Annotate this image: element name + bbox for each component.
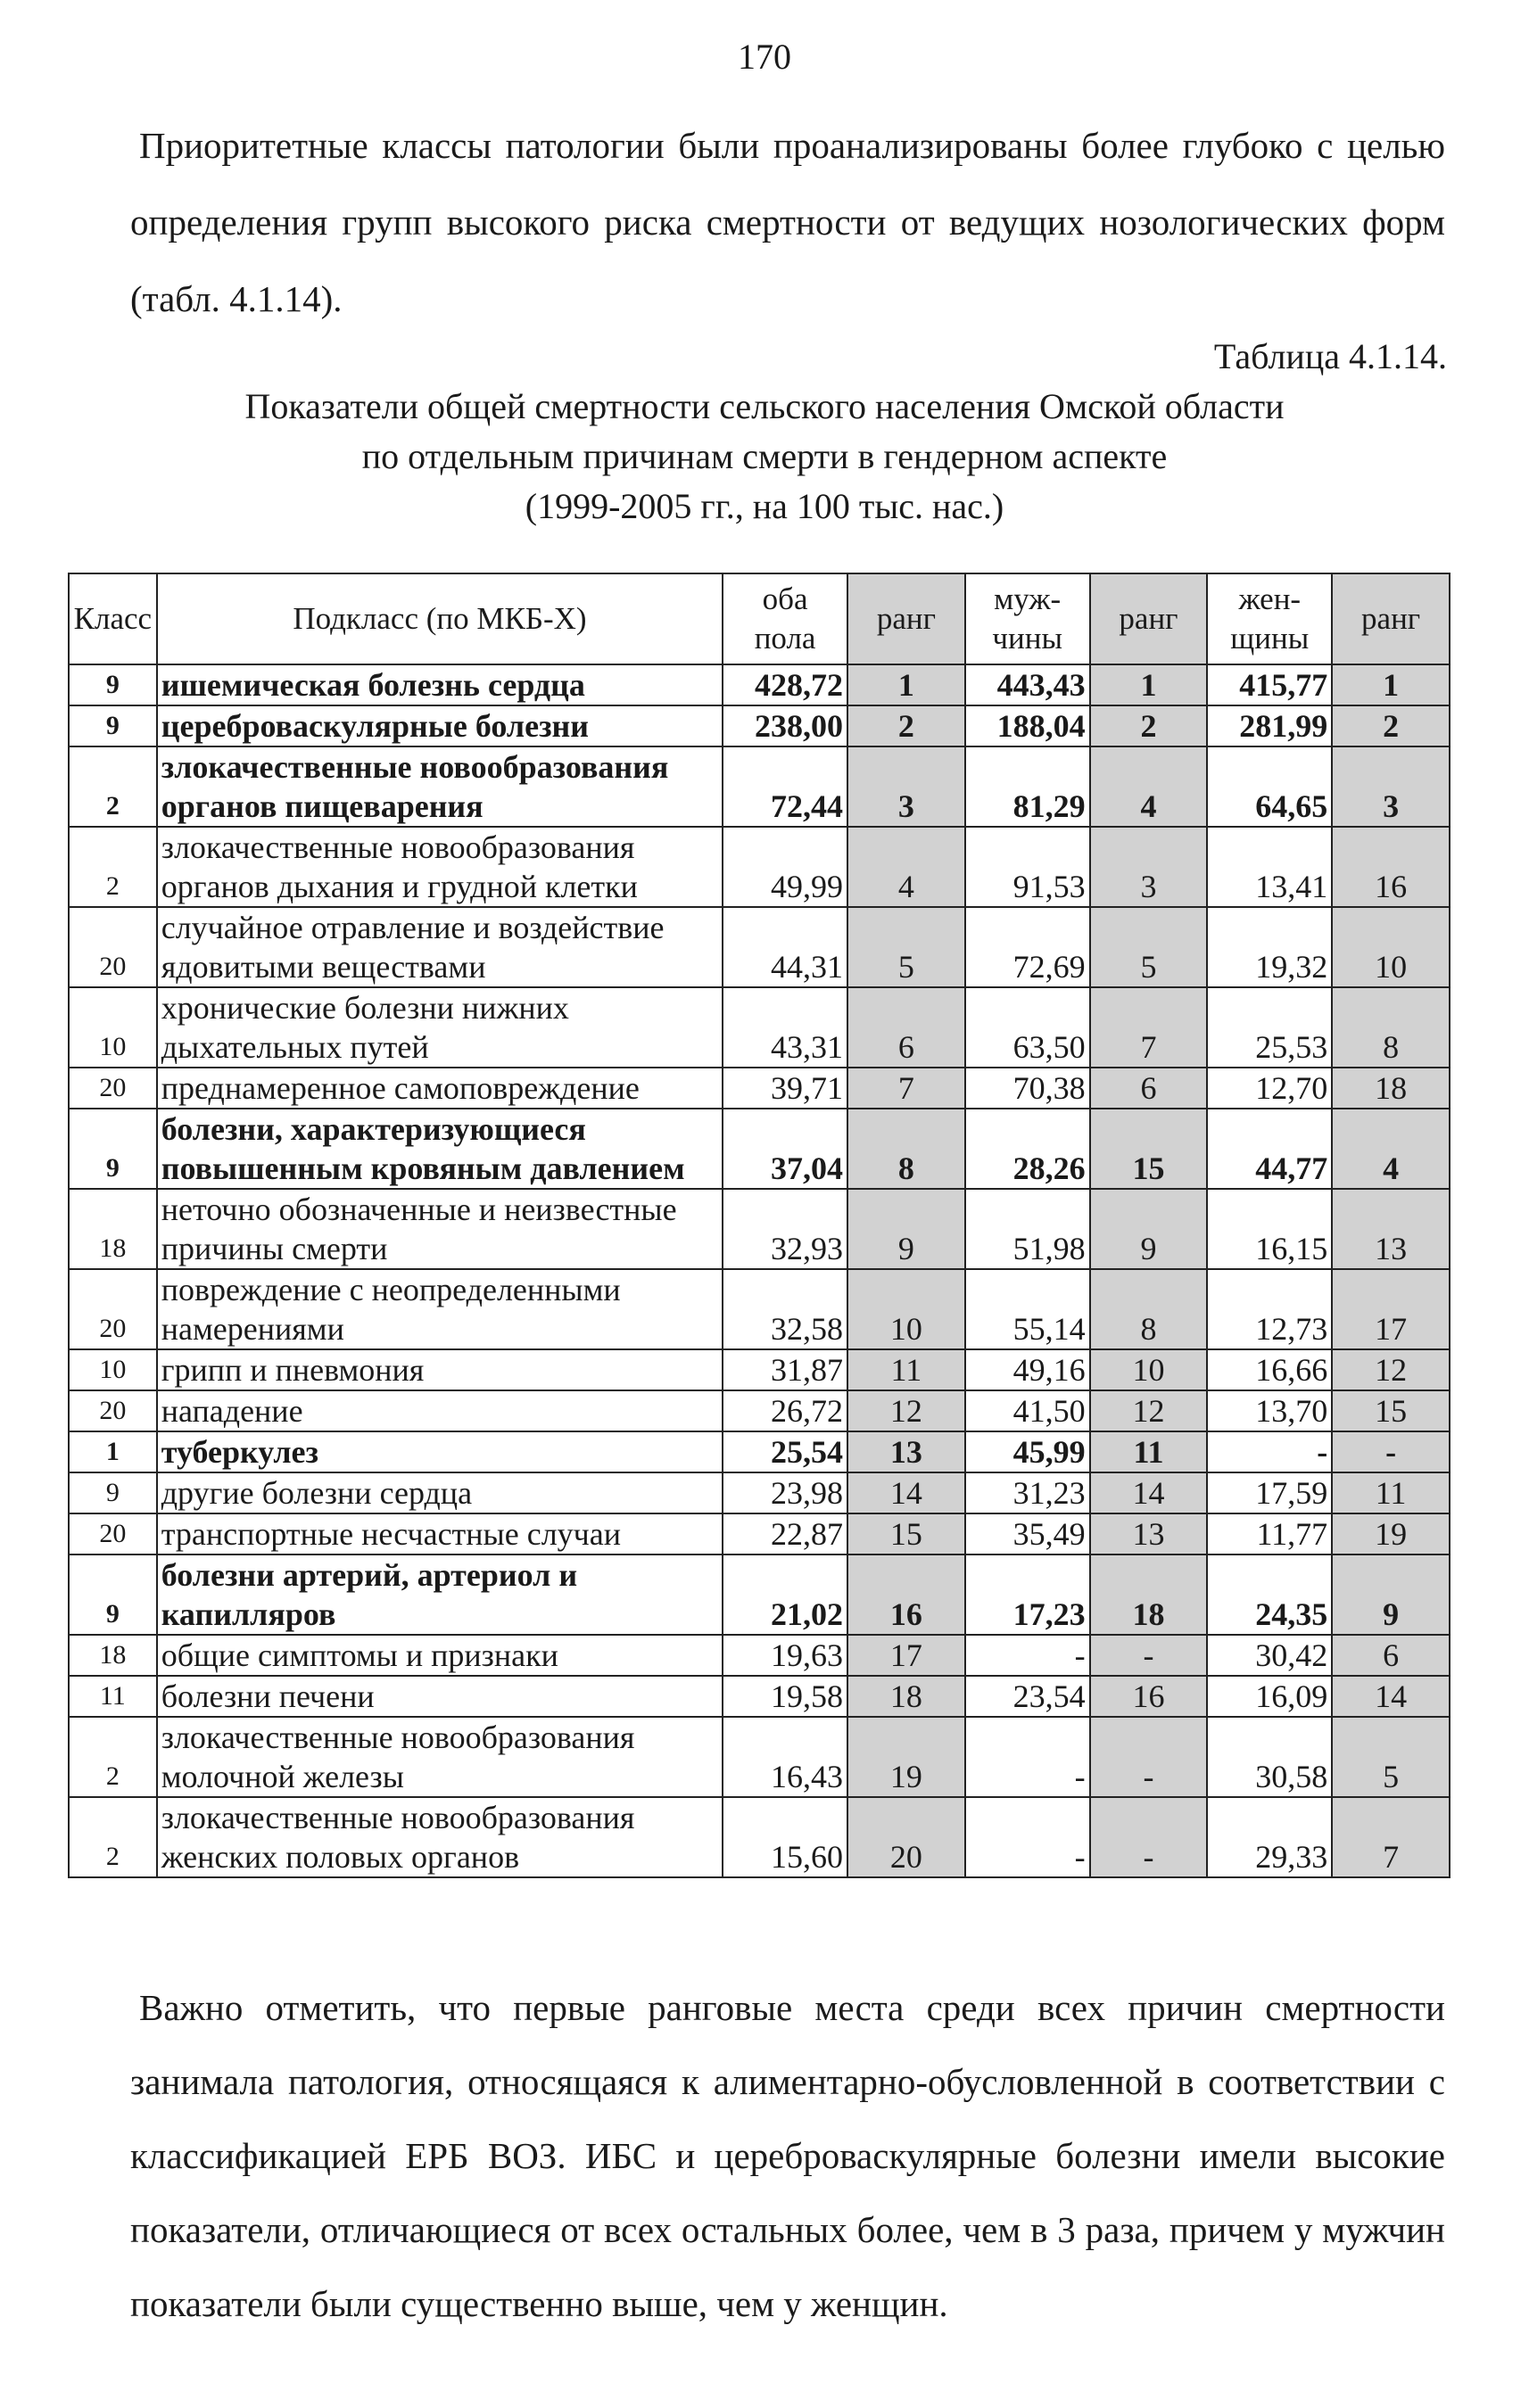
cell-women-value: 13,41 xyxy=(1207,827,1332,907)
table-number: Таблица 4.1.14. xyxy=(1213,336,1447,376)
table-caption xyxy=(0,382,1529,532)
subclass-line: нападение xyxy=(161,1393,303,1429)
cell-men-value: 35,49 xyxy=(965,1513,1090,1554)
cell-both-rank: 1 xyxy=(847,664,965,705)
cell-women-rank: - xyxy=(1332,1431,1450,1472)
cell-men-rank: 1 xyxy=(1090,664,1208,705)
table-row xyxy=(69,1109,1450,1189)
cell-women-rank: 12 xyxy=(1332,1349,1450,1390)
header-subclass: Подкласс (по МКБ-Х) xyxy=(157,573,723,664)
table-row xyxy=(69,827,1450,907)
cell-both-value: 32,93 xyxy=(723,1189,847,1269)
cell-men-value: - xyxy=(965,1717,1090,1797)
cell-men-rank: - xyxy=(1090,1797,1208,1877)
cell-both-value: 72,44 xyxy=(723,746,847,827)
cell-women-value: 29,33 xyxy=(1207,1797,1332,1877)
cell-subclass xyxy=(157,1431,723,1472)
cell-men-value: 31,23 xyxy=(965,1472,1090,1513)
cell-class: 9 xyxy=(69,1472,157,1513)
cell-women-value: 11,77 xyxy=(1207,1513,1332,1554)
header-both-line2: пола xyxy=(754,621,816,656)
cell-subclass xyxy=(157,746,723,827)
cell-both-value: 21,02 xyxy=(723,1554,847,1635)
cell-both-rank: 13 xyxy=(847,1431,965,1472)
cell-both-value: 16,43 xyxy=(723,1717,847,1797)
cell-class: 20 xyxy=(69,1390,157,1431)
cell-subclass xyxy=(157,1717,723,1797)
cell-women-value: - xyxy=(1207,1431,1332,1472)
cell-men-rank: 9 xyxy=(1090,1189,1208,1269)
cell-women-rank: 4 xyxy=(1332,1109,1450,1189)
conclusion-paragraph: Важно отметить, что первые ранговые места среди всех причин смертности занимала патология, относящаяся к алиментарно-обусловленной в соответствии с классификацией ЕРБ ВОЗ. ИБС и цереброваскулярные болезни имели высокие показатели, отличающиеся от всех остальных более, чем в 3 раза, причем у мужчин показатели были существенно выше, чем у женщин. xyxy=(130,1987,1445,2324)
cell-both-value: 15,60 xyxy=(723,1797,847,1877)
cell-men-rank: 18 xyxy=(1090,1554,1208,1635)
subclass-line: цереброваскулярные болезни xyxy=(161,708,590,744)
cell-women-value: 25,53 xyxy=(1207,987,1332,1068)
cell-class: 18 xyxy=(69,1189,157,1269)
cell-men-rank: 2 xyxy=(1090,705,1208,746)
cell-both-rank: 16 xyxy=(847,1554,965,1635)
cell-men-rank: 13 xyxy=(1090,1513,1208,1554)
cell-class: 2 xyxy=(69,1717,157,1797)
subclass-line: дыхательных путей xyxy=(161,1029,429,1065)
cell-both-rank: 4 xyxy=(847,827,965,907)
cell-both-rank: 9 xyxy=(847,1189,965,1269)
cell-both-value: 22,87 xyxy=(723,1513,847,1554)
header-rank-women: ранг xyxy=(1332,573,1450,664)
table-row xyxy=(69,1676,1450,1717)
table-row xyxy=(69,1472,1450,1513)
cell-women-value: 16,09 xyxy=(1207,1676,1332,1717)
cell-men-rank: 15 xyxy=(1090,1109,1208,1189)
header-women xyxy=(1207,573,1332,664)
cell-women-value: 13,70 xyxy=(1207,1390,1332,1431)
table-caption-line: по отдельным причинам смерти в гендерном аспекте xyxy=(361,436,1168,476)
table-row xyxy=(69,1349,1450,1390)
cell-men-rank: - xyxy=(1090,1635,1208,1676)
cell-men-value: 81,29 xyxy=(965,746,1090,827)
cell-women-rank: 19 xyxy=(1332,1513,1450,1554)
cell-women-rank: 5 xyxy=(1332,1717,1450,1797)
cell-class: 2 xyxy=(69,1797,157,1877)
cell-both-value: 49,99 xyxy=(723,827,847,907)
cell-both-value: 32,58 xyxy=(723,1269,847,1349)
header-rank-men: ранг xyxy=(1090,573,1208,664)
table-header-row xyxy=(69,573,1450,664)
cell-both-rank: 11 xyxy=(847,1349,965,1390)
cell-men-rank: 7 xyxy=(1090,987,1208,1068)
cell-men-value: 49,16 xyxy=(965,1349,1090,1390)
cell-both-rank: 10 xyxy=(847,1269,965,1349)
cell-subclass xyxy=(157,1390,723,1431)
cell-both-rank: 18 xyxy=(847,1676,965,1717)
table-row xyxy=(69,1717,1450,1797)
cell-class: 1 xyxy=(69,1431,157,1472)
cell-women-value: 64,65 xyxy=(1207,746,1332,827)
cell-men-value: 28,26 xyxy=(965,1109,1090,1189)
cell-subclass xyxy=(157,827,723,907)
cell-subclass xyxy=(157,1554,723,1635)
cell-both-value: 37,04 xyxy=(723,1109,847,1189)
cell-both-value: 19,58 xyxy=(723,1676,847,1717)
subclass-line: хронические болезни нижних xyxy=(161,990,569,1026)
subclass-line: женских половых органов xyxy=(161,1839,520,1875)
subclass-line: общие симптомы и признаки xyxy=(161,1637,558,1673)
cell-class: 11 xyxy=(69,1676,157,1717)
cell-subclass xyxy=(157,1189,723,1269)
cell-women-rank: 13 xyxy=(1332,1189,1450,1269)
cell-men-value: 188,04 xyxy=(965,705,1090,746)
table-body xyxy=(69,664,1450,1877)
cell-men-value: - xyxy=(965,1797,1090,1877)
mortality-table xyxy=(68,573,1450,1878)
table-row xyxy=(69,664,1450,705)
cell-class: 20 xyxy=(69,1269,157,1349)
cell-both-value: 43,31 xyxy=(723,987,847,1068)
intro-paragraph: Приоритетные классы патологии были проанализированы более глубоко с целью определения групп высокого риска смертности от ведущих нозологических форм (табл. 4.1.14). xyxy=(130,125,1445,319)
subclass-line: грипп и пневмония xyxy=(161,1352,425,1388)
cell-women-value: 19,32 xyxy=(1207,907,1332,987)
cell-both-rank: 6 xyxy=(847,987,965,1068)
table-row xyxy=(69,746,1450,827)
subclass-line: болезни, характеризующиеся xyxy=(161,1111,586,1147)
cell-men-value: 91,53 xyxy=(965,827,1090,907)
cell-men-rank: 5 xyxy=(1090,907,1208,987)
page-number: 170 xyxy=(738,37,791,77)
cell-both-value: 39,71 xyxy=(723,1068,847,1109)
header-rank-both: ранг xyxy=(847,573,965,664)
cell-both-value: 19,63 xyxy=(723,1635,847,1676)
cell-men-value: 23,54 xyxy=(965,1676,1090,1717)
subclass-line: ядовитыми веществами xyxy=(161,949,486,985)
header-women-line1: жен- xyxy=(1238,581,1302,616)
cell-class: 10 xyxy=(69,1349,157,1390)
cell-men-rank: 8 xyxy=(1090,1269,1208,1349)
table-row xyxy=(69,1269,1450,1349)
cell-men-value: 45,99 xyxy=(965,1431,1090,1472)
cell-women-rank: 16 xyxy=(1332,827,1450,907)
cell-women-rank: 15 xyxy=(1332,1390,1450,1431)
header-both-sexes xyxy=(723,573,847,664)
subclass-line: органов дыхания и грудной клетки xyxy=(161,869,638,904)
subclass-line: туберкулез xyxy=(161,1434,318,1470)
cell-women-rank: 9 xyxy=(1332,1554,1450,1635)
cell-subclass xyxy=(157,705,723,746)
subclass-line: ишемическая болезнь сердца xyxy=(161,667,585,703)
header-men xyxy=(965,573,1090,664)
subclass-line: капилляров xyxy=(161,1596,336,1632)
table-caption-line: (1999-2005 гг., на 100 тыс. нас.) xyxy=(525,486,1004,526)
subclass-line: повышенным кровяным давлением xyxy=(161,1150,685,1186)
cell-both-rank: 7 xyxy=(847,1068,965,1109)
cell-women-rank: 14 xyxy=(1332,1676,1450,1717)
header-women-line2: щины xyxy=(1230,621,1310,656)
cell-both-value: 428,72 xyxy=(723,664,847,705)
table-row xyxy=(69,1189,1450,1269)
cell-women-value: 415,77 xyxy=(1207,664,1332,705)
cell-men-rank: 12 xyxy=(1090,1390,1208,1431)
subclass-line: преднамеренное самоповреждение xyxy=(161,1070,640,1106)
cell-subclass xyxy=(157,1109,723,1189)
cell-subclass xyxy=(157,1797,723,1877)
cell-subclass xyxy=(157,987,723,1068)
cell-class: 18 xyxy=(69,1635,157,1676)
subclass-line: неточно обозначенные и неизвестные xyxy=(161,1192,677,1227)
subclass-line: болезни печени xyxy=(161,1678,375,1714)
table-row xyxy=(69,1390,1450,1431)
cell-both-rank: 8 xyxy=(847,1109,965,1189)
subclass-line: органов пищеварения xyxy=(161,788,483,824)
subclass-line: злокачественные новообразования xyxy=(161,1719,635,1755)
cell-class: 9 xyxy=(69,705,157,746)
cell-women-rank: 6 xyxy=(1332,1635,1450,1676)
subclass-line: злокачественные новообразования xyxy=(161,1800,635,1835)
subclass-line: повреждение с неопределенными xyxy=(161,1272,621,1307)
subclass-line: случайное отравление и воздействие xyxy=(161,910,665,945)
header-class: Класс xyxy=(69,573,157,664)
cell-women-value: 44,77 xyxy=(1207,1109,1332,1189)
cell-men-value: 51,98 xyxy=(965,1189,1090,1269)
cell-subclass xyxy=(157,1472,723,1513)
cell-men-rank: - xyxy=(1090,1717,1208,1797)
cell-women-value: 24,35 xyxy=(1207,1554,1332,1635)
subclass-line: злокачественные новообразования xyxy=(161,829,635,865)
cell-class: 9 xyxy=(69,1554,157,1635)
subclass-line: злокачественные новообразования xyxy=(161,749,669,785)
cell-men-value: 70,38 xyxy=(965,1068,1090,1109)
cell-women-rank: 2 xyxy=(1332,705,1450,746)
cell-men-value: 72,69 xyxy=(965,907,1090,987)
cell-women-rank: 3 xyxy=(1332,746,1450,827)
cell-both-rank: 14 xyxy=(847,1472,965,1513)
cell-men-value: 41,50 xyxy=(965,1390,1090,1431)
cell-men-rank: 16 xyxy=(1090,1676,1208,1717)
cell-men-value: - xyxy=(965,1635,1090,1676)
cell-class: 20 xyxy=(69,1068,157,1109)
cell-men-value: 63,50 xyxy=(965,987,1090,1068)
table-row xyxy=(69,1513,1450,1554)
cell-women-value: 12,70 xyxy=(1207,1068,1332,1109)
cell-both-value: 25,54 xyxy=(723,1431,847,1472)
cell-both-rank: 2 xyxy=(847,705,965,746)
cell-both-value: 26,72 xyxy=(723,1390,847,1431)
cell-women-value: 30,58 xyxy=(1207,1717,1332,1797)
cell-men-rank: 14 xyxy=(1090,1472,1208,1513)
table-caption-line: Показатели общей смертности сельского населения Омской области xyxy=(244,386,1285,426)
cell-both-value: 23,98 xyxy=(723,1472,847,1513)
subclass-line: транспортные несчастные случаи xyxy=(161,1516,622,1552)
cell-both-value: 44,31 xyxy=(723,907,847,987)
cell-women-rank: 1 xyxy=(1332,664,1450,705)
cell-men-value: 443,43 xyxy=(965,664,1090,705)
cell-men-rank: 3 xyxy=(1090,827,1208,907)
cell-women-rank: 17 xyxy=(1332,1269,1450,1349)
cell-men-rank: 10 xyxy=(1090,1349,1208,1390)
table-row xyxy=(69,1068,1450,1109)
cell-class: 20 xyxy=(69,1513,157,1554)
table-row xyxy=(69,1797,1450,1877)
cell-both-rank: 17 xyxy=(847,1635,965,1676)
cell-class: 2 xyxy=(69,746,157,827)
header-both-line1: оба xyxy=(762,581,808,616)
cell-women-rank: 18 xyxy=(1332,1068,1450,1109)
table-row xyxy=(69,705,1450,746)
cell-both-value: 31,87 xyxy=(723,1349,847,1390)
cell-both-rank: 3 xyxy=(847,746,965,827)
cell-women-value: 281,99 xyxy=(1207,705,1332,746)
cell-men-rank: 11 xyxy=(1090,1431,1208,1472)
table-row xyxy=(69,1431,1450,1472)
cell-both-value: 238,00 xyxy=(723,705,847,746)
cell-class: 20 xyxy=(69,907,157,987)
table-row xyxy=(69,907,1450,987)
subclass-line: намерениями xyxy=(161,1311,344,1347)
cell-subclass xyxy=(157,907,723,987)
cell-women-value: 16,15 xyxy=(1207,1189,1332,1269)
subclass-line: молочной железы xyxy=(161,1759,404,1794)
table-row xyxy=(69,987,1450,1068)
cell-both-rank: 5 xyxy=(847,907,965,987)
cell-women-value: 17,59 xyxy=(1207,1472,1332,1513)
cell-subclass xyxy=(157,1269,723,1349)
cell-class: 9 xyxy=(69,1109,157,1189)
cell-class: 10 xyxy=(69,987,157,1068)
cell-women-value: 16,66 xyxy=(1207,1349,1332,1390)
header-men-line2: чины xyxy=(992,621,1062,656)
header-men-line1: муж- xyxy=(994,581,1062,616)
cell-men-rank: 4 xyxy=(1090,746,1208,827)
cell-men-rank: 6 xyxy=(1090,1068,1208,1109)
cell-women-rank: 10 xyxy=(1332,907,1450,987)
cell-women-value: 12,73 xyxy=(1207,1269,1332,1349)
subclass-line: причины смерти xyxy=(161,1231,388,1266)
cell-class: 2 xyxy=(69,827,157,907)
cell-subclass xyxy=(157,1635,723,1676)
table-row xyxy=(69,1554,1450,1635)
cell-subclass xyxy=(157,1513,723,1554)
cell-both-rank: 19 xyxy=(847,1717,965,1797)
cell-both-rank: 20 xyxy=(847,1797,965,1877)
table-row xyxy=(69,1635,1450,1676)
cell-both-rank: 15 xyxy=(847,1513,965,1554)
cell-subclass xyxy=(157,1349,723,1390)
cell-men-value: 55,14 xyxy=(965,1269,1090,1349)
cell-subclass xyxy=(157,1068,723,1109)
cell-class: 9 xyxy=(69,664,157,705)
cell-both-rank: 12 xyxy=(847,1390,965,1431)
cell-subclass xyxy=(157,664,723,705)
cell-women-rank: 11 xyxy=(1332,1472,1450,1513)
cell-subclass xyxy=(157,1676,723,1717)
cell-women-rank: 8 xyxy=(1332,987,1450,1068)
cell-women-rank: 7 xyxy=(1332,1797,1450,1877)
subclass-line: другие болезни сердца xyxy=(161,1475,473,1511)
cell-men-value: 17,23 xyxy=(965,1554,1090,1635)
subclass-line: болезни артерий, артериол и xyxy=(161,1557,578,1593)
cell-women-value: 30,42 xyxy=(1207,1635,1332,1676)
